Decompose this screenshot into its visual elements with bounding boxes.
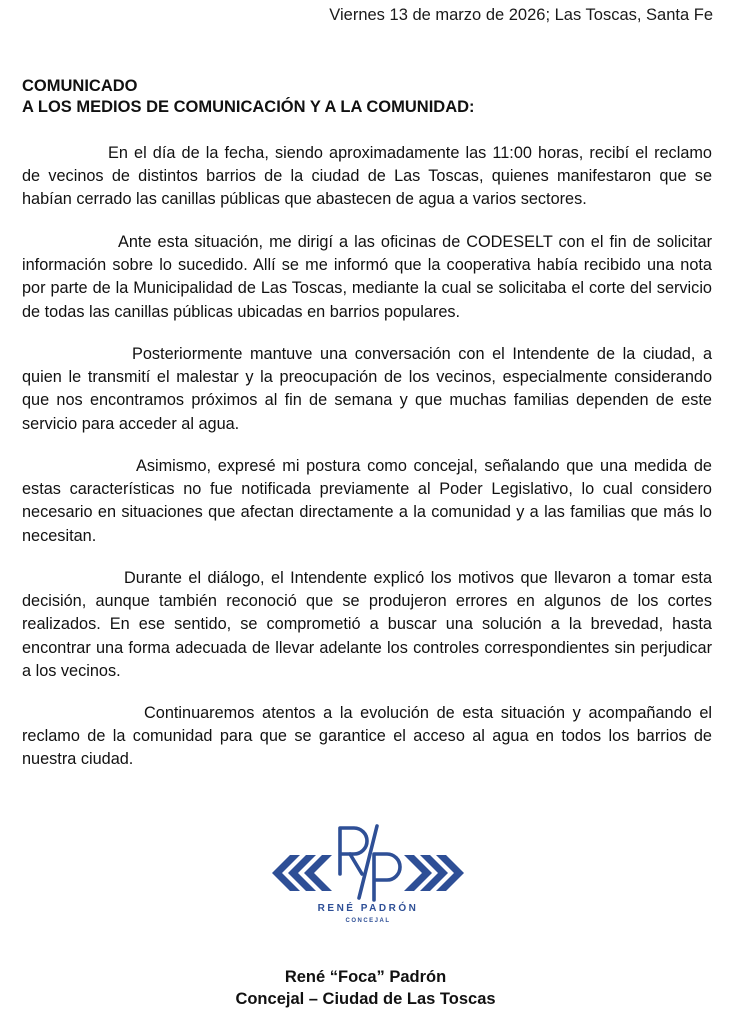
paragraph-6: Continuaremos atentos a la evolución de esta situación y acompañando el reclamo de la comunidad para que se garantice el acceso al agua en todos los barrios de nuestra ciudad. [22, 704, 712, 769]
paragraph-4: Asimismo, expresé mi postura como concejal, señalando que una medida de estas características no fue notificada previamente al Poder Legislativo, lo cual considero necesario en situaciones que afectan directamente a la comunidad y a las familias que más lo necesitan. [22, 457, 712, 545]
logo-name: RENÉ PADRÓN [317, 903, 419, 914]
signature [0, 966, 731, 1010]
rp-logo [268, 818, 468, 938]
paragraph-2: Ante esta situación, me dirigí a las oficinas de CODESELT con el fin de solicitar información sobre lo sucedido. Allí se me informó que la cooperativa había recibido una nota por parte de la Municipalidad de Las Toscas, mediante la cual se solicitaba el corte del servicio de todas las canillas públicas ubicadas en barrios populares. [22, 233, 712, 321]
signature-name: René “Foca” Padrón [284, 968, 447, 986]
signature-title: Concejal – Ciudad de Las Toscas [235, 990, 496, 1008]
paragraph-5: Durante el diálogo, el Intendente explicó los motivos que llevaron a tomar esta decisión, aunque también reconoció que se produjeron errores en algunos de los cortes realizados. En ese sentido, se comprometió a buscar una solución a la brevedad, hasta encontrar una forma adecuada de llevar adelante los controles correspondientes sin perjudicar a los vecinos. [22, 569, 712, 680]
heading-subtitle: A LOS MEDIOS DE COMUNICACIÓN Y A LA COMUNIDAD: [22, 98, 475, 116]
right-chevrons-icon [404, 855, 464, 891]
logo-role: CONCEJAL [345, 918, 391, 924]
paragraph-1: En el día de la fecha, siendo aproximadamente las 11:00 horas, recibí el reclamo de vecinos de distintos barrios de la ciudad de Las Toscas, quienes manifestaron que se habían cerrado las canillas públicas que abastecen de agua a varios sectores. [22, 144, 712, 209]
heading [22, 76, 475, 118]
dateline: Viernes 13 de marzo de 2026; Las Toscas, Santa Fe [329, 6, 713, 24]
paragraph-3: Posteriormente mantuve una conversación con el Intendente de la ciudad, a quien le transmití el malestar y la preocupación de los vecinos, especialmente considerando que nos encontramos próximos al fin de semana y que muchas familias dependen de este servicio para acceder al agua. [22, 345, 712, 433]
left-chevrons-icon [272, 855, 332, 891]
heading-title: COMUNICADO [22, 77, 138, 95]
monogram-icon [340, 826, 400, 900]
